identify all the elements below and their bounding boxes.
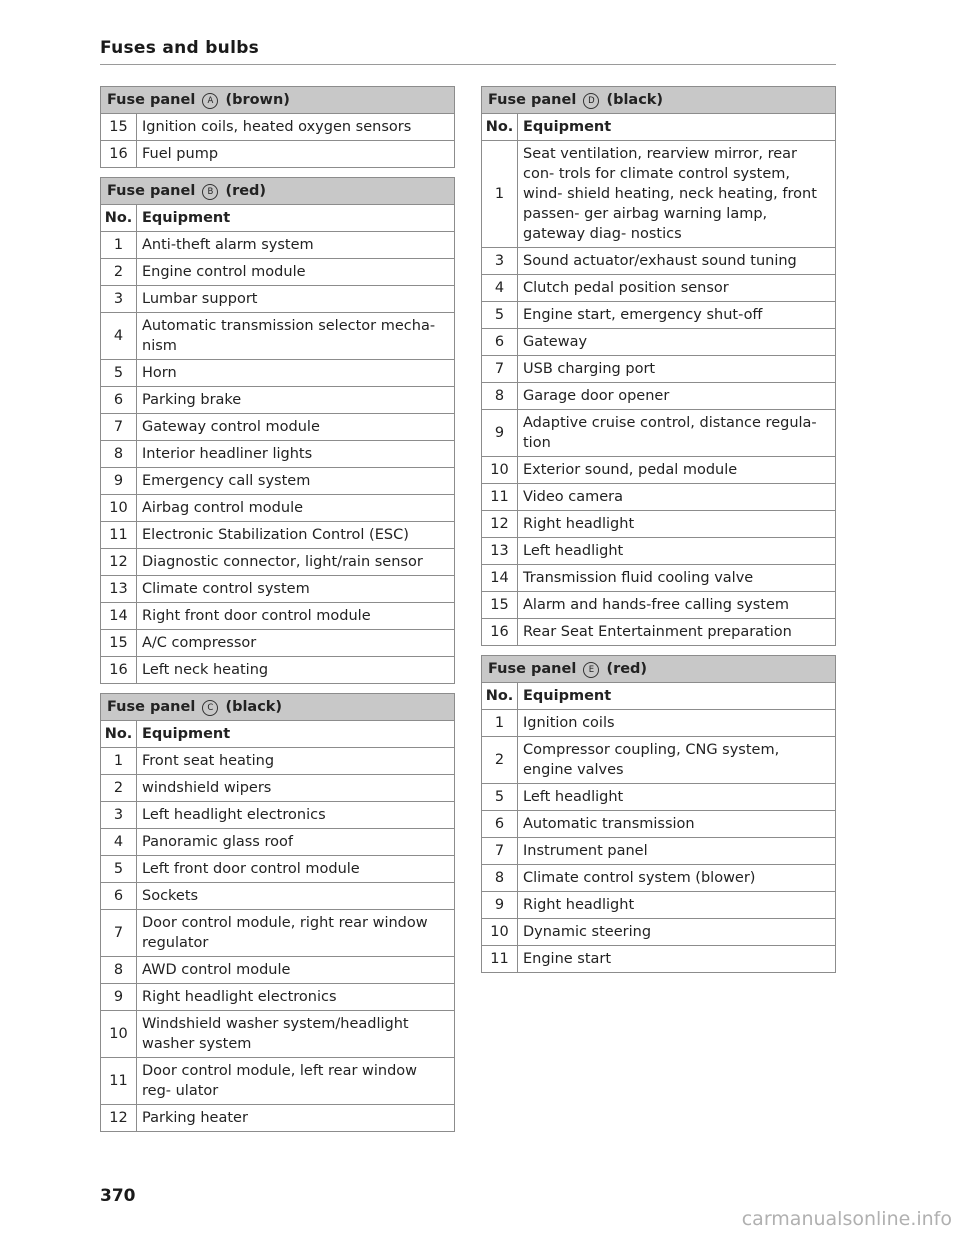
table-row bbox=[101, 957, 455, 984]
table-row bbox=[101, 829, 455, 856]
header-divider bbox=[100, 64, 836, 65]
fuse-number: 9 bbox=[101, 984, 137, 1011]
fuse-number: 4 bbox=[101, 313, 137, 360]
panel-title-row bbox=[482, 87, 836, 114]
table-row bbox=[101, 141, 455, 168]
fuse-number: 10 bbox=[101, 495, 137, 522]
fuse-number: 8 bbox=[101, 957, 137, 984]
table-row bbox=[482, 919, 836, 946]
table-row bbox=[101, 630, 455, 657]
table-row bbox=[101, 802, 455, 829]
fuse-number: 12 bbox=[482, 511, 518, 538]
fuse-equipment: Exterior sound, pedal module bbox=[518, 457, 836, 484]
panel-letter-badge: C bbox=[202, 700, 218, 716]
table-row bbox=[101, 360, 455, 387]
fuse-equipment: Sound actuator/exhaust sound tuning bbox=[518, 248, 836, 275]
table-row bbox=[482, 329, 836, 356]
fuse-equipment: Right headlight electronics bbox=[137, 984, 455, 1011]
fuse-number: 7 bbox=[482, 356, 518, 383]
panel-title bbox=[101, 178, 455, 205]
fuse-number: 6 bbox=[101, 883, 137, 910]
panel-title bbox=[101, 87, 455, 114]
fuse-table bbox=[100, 177, 455, 684]
panel-title-row bbox=[482, 656, 836, 683]
column-header-no: No. bbox=[101, 205, 137, 232]
table-row bbox=[101, 910, 455, 957]
fuse-number: 11 bbox=[101, 1058, 137, 1105]
panel-title-suffix: (black) bbox=[225, 699, 283, 715]
panel-title-prefix: Fuse panel bbox=[488, 92, 577, 108]
table-row bbox=[101, 657, 455, 684]
panel-title bbox=[482, 87, 836, 114]
fuse-number: 10 bbox=[101, 1011, 137, 1058]
fuse-number: 10 bbox=[482, 919, 518, 946]
table-row bbox=[482, 302, 836, 329]
table-row bbox=[482, 248, 836, 275]
fuse-table bbox=[481, 655, 836, 973]
fuse-equipment: Right headlight bbox=[518, 511, 836, 538]
table-row bbox=[482, 784, 836, 811]
fuse-number: 5 bbox=[482, 784, 518, 811]
fuse-equipment: Automatic transmission bbox=[518, 811, 836, 838]
fuse-equipment: Clutch pedal position sensor bbox=[518, 275, 836, 302]
fuse-number: 11 bbox=[482, 946, 518, 973]
table-row bbox=[482, 356, 836, 383]
table-row bbox=[101, 1011, 455, 1058]
column-header-equipment: Equipment bbox=[518, 114, 836, 141]
table-row bbox=[101, 984, 455, 1011]
table-row bbox=[101, 313, 455, 360]
table-row bbox=[482, 383, 836, 410]
section-title: Fuses and bulbs bbox=[100, 38, 260, 58]
fuse-equipment: Video camera bbox=[518, 484, 836, 511]
fuse-equipment: Climate control system (blower) bbox=[518, 865, 836, 892]
fuse-number: 9 bbox=[482, 410, 518, 457]
fuse-equipment: Left headlight bbox=[518, 538, 836, 565]
panel-title bbox=[482, 656, 836, 683]
fuse-number: 16 bbox=[482, 619, 518, 646]
fuse-equipment: Emergency call system bbox=[137, 468, 455, 495]
fuse-equipment: Lumbar support bbox=[137, 286, 455, 313]
left-column bbox=[100, 86, 455, 1141]
table-row bbox=[101, 522, 455, 549]
table-row bbox=[101, 856, 455, 883]
table-row bbox=[482, 811, 836, 838]
fuse-equipment: Left front door control module bbox=[137, 856, 455, 883]
panel-title-suffix: (red) bbox=[606, 661, 648, 677]
fuse-number: 14 bbox=[482, 565, 518, 592]
panel-title-suffix: (black) bbox=[606, 92, 664, 108]
column-header-no: No. bbox=[101, 721, 137, 748]
fuse-equipment: Alarm and hands-free calling system bbox=[518, 592, 836, 619]
fuse-number: 2 bbox=[101, 775, 137, 802]
panel-letter-badge: B bbox=[202, 184, 218, 200]
panel-title bbox=[101, 694, 455, 721]
panel-title-suffix: (brown) bbox=[225, 92, 290, 108]
fuse-panel-e bbox=[481, 655, 836, 973]
fuse-equipment: Door control module, right rear window regulator bbox=[137, 910, 455, 957]
fuse-equipment: Airbag control module bbox=[137, 495, 455, 522]
table-row bbox=[101, 883, 455, 910]
fuse-number: 5 bbox=[101, 856, 137, 883]
table-row bbox=[482, 710, 836, 737]
page-number: 370 bbox=[100, 1186, 136, 1206]
fuse-equipment: USB charging port bbox=[518, 356, 836, 383]
fuse-equipment: Left headlight electronics bbox=[137, 802, 455, 829]
table-row bbox=[482, 619, 836, 646]
fuse-equipment: Dynamic steering bbox=[518, 919, 836, 946]
fuse-number: 8 bbox=[482, 865, 518, 892]
panel-title-prefix: Fuse panel bbox=[107, 183, 196, 199]
fuse-number: 11 bbox=[482, 484, 518, 511]
table-row bbox=[101, 495, 455, 522]
table-row bbox=[482, 565, 836, 592]
fuse-equipment: Interior headliner lights bbox=[137, 441, 455, 468]
table-row bbox=[482, 538, 836, 565]
table-row bbox=[101, 441, 455, 468]
panel-letter-badge: E bbox=[583, 662, 599, 678]
table-row bbox=[482, 865, 836, 892]
fuse-equipment: Gateway bbox=[518, 329, 836, 356]
fuse-number: 7 bbox=[482, 838, 518, 865]
fuse-equipment: Climate control system bbox=[137, 576, 455, 603]
table-row bbox=[101, 414, 455, 441]
panel-letter-badge: D bbox=[583, 93, 599, 109]
fuse-equipment: Anti-theft alarm system bbox=[137, 232, 455, 259]
fuse-number: 9 bbox=[101, 468, 137, 495]
table-row bbox=[101, 468, 455, 495]
column-header-equipment: Equipment bbox=[137, 721, 455, 748]
table-row bbox=[482, 410, 836, 457]
fuse-number: 3 bbox=[482, 248, 518, 275]
fuse-equipment: Horn bbox=[137, 360, 455, 387]
fuse-equipment: Fuel pump bbox=[137, 141, 455, 168]
fuse-equipment: Gateway control module bbox=[137, 414, 455, 441]
panel-title-prefix: Fuse panel bbox=[107, 699, 196, 715]
panel-title-row bbox=[101, 87, 455, 114]
column-header-no: No. bbox=[482, 114, 518, 141]
table-row bbox=[482, 511, 836, 538]
fuse-number: 15 bbox=[101, 630, 137, 657]
fuse-table bbox=[100, 693, 455, 1132]
table-row bbox=[101, 114, 455, 141]
fuse-equipment: Rear Seat Entertainment preparation bbox=[518, 619, 836, 646]
fuse-number: 9 bbox=[482, 892, 518, 919]
fuse-number: 7 bbox=[101, 414, 137, 441]
table-row bbox=[482, 892, 836, 919]
fuse-number: 13 bbox=[482, 538, 518, 565]
table-row bbox=[101, 603, 455, 630]
fuse-table bbox=[481, 86, 836, 646]
fuse-equipment: Parking heater bbox=[137, 1105, 455, 1132]
panel-title-row bbox=[101, 178, 455, 205]
fuse-equipment: Windshield washer system/headlight washer system bbox=[137, 1011, 455, 1058]
fuse-number: 5 bbox=[101, 360, 137, 387]
fuse-equipment: Door control module, left rear window reg- ulator bbox=[137, 1058, 455, 1105]
fuse-equipment: Compressor coupling, CNG system, engine valves bbox=[518, 737, 836, 784]
fuse-equipment: windshield wipers bbox=[137, 775, 455, 802]
fuse-equipment: Garage door opener bbox=[518, 383, 836, 410]
fuse-equipment: Left neck heating bbox=[137, 657, 455, 684]
watermark: carmanualsonline.info bbox=[741, 1208, 952, 1230]
fuse-number: 1 bbox=[101, 748, 137, 775]
panel-title-suffix: (red) bbox=[225, 183, 267, 199]
fuse-number: 6 bbox=[101, 387, 137, 414]
fuse-equipment: Parking brake bbox=[137, 387, 455, 414]
table-row bbox=[101, 576, 455, 603]
table-row bbox=[482, 946, 836, 973]
fuse-number: 16 bbox=[101, 657, 137, 684]
fuse-table bbox=[100, 86, 455, 168]
column-header-equipment: Equipment bbox=[137, 205, 455, 232]
fuse-number: 4 bbox=[101, 829, 137, 856]
table-row bbox=[101, 1058, 455, 1105]
table-header-row bbox=[482, 683, 836, 710]
fuse-number: 16 bbox=[101, 141, 137, 168]
table-row bbox=[482, 737, 836, 784]
fuse-equipment: Electronic Stabilization Control (ESC) bbox=[137, 522, 455, 549]
table-header-row bbox=[482, 114, 836, 141]
fuse-equipment: Diagnostic connector, light/rain sensor bbox=[137, 549, 455, 576]
table-row bbox=[482, 484, 836, 511]
fuse-equipment: Right headlight bbox=[518, 892, 836, 919]
fuse-number: 1 bbox=[482, 141, 518, 248]
fuse-number: 8 bbox=[101, 441, 137, 468]
fuse-number: 6 bbox=[482, 329, 518, 356]
fuse-equipment: Sockets bbox=[137, 883, 455, 910]
table-row bbox=[101, 748, 455, 775]
fuse-number: 6 bbox=[482, 811, 518, 838]
fuse-equipment: AWD control module bbox=[137, 957, 455, 984]
fuse-panel-b bbox=[100, 177, 455, 684]
fuse-equipment: A/C compressor bbox=[137, 630, 455, 657]
column-header-no: No. bbox=[482, 683, 518, 710]
panel-letter-badge: A bbox=[202, 93, 218, 109]
fuse-number: 15 bbox=[101, 114, 137, 141]
panel-title-row bbox=[101, 694, 455, 721]
fuse-number: 12 bbox=[101, 1105, 137, 1132]
fuse-number: 2 bbox=[101, 259, 137, 286]
fuse-equipment: Ignition coils bbox=[518, 710, 836, 737]
fuse-number: 15 bbox=[482, 592, 518, 619]
table-row bbox=[482, 592, 836, 619]
panel-title-prefix: Fuse panel bbox=[488, 661, 577, 677]
table-row bbox=[482, 457, 836, 484]
fuse-number: 2 bbox=[482, 737, 518, 784]
table-row bbox=[482, 838, 836, 865]
table-row bbox=[482, 141, 836, 248]
table-header-row bbox=[101, 205, 455, 232]
table-row bbox=[101, 775, 455, 802]
fuse-number: 4 bbox=[482, 275, 518, 302]
fuse-equipment: Seat ventilation, rearview mirror, rear con- trols for climate control system, wind- shield heating, neck heating, front passen- ger airbag warning lamp, gateway diag- nostics bbox=[518, 141, 836, 248]
table-row bbox=[482, 275, 836, 302]
table-row bbox=[101, 286, 455, 313]
fuse-number: 11 bbox=[101, 522, 137, 549]
fuse-equipment: Right front door control module bbox=[137, 603, 455, 630]
panel-title-prefix: Fuse panel bbox=[107, 92, 196, 108]
table-row bbox=[101, 1105, 455, 1132]
right-column bbox=[481, 86, 836, 982]
fuse-number: 10 bbox=[482, 457, 518, 484]
table-row bbox=[101, 259, 455, 286]
fuse-equipment: Engine start bbox=[518, 946, 836, 973]
fuse-panel-c bbox=[100, 693, 455, 1132]
fuse-number: 1 bbox=[482, 710, 518, 737]
fuse-number: 8 bbox=[482, 383, 518, 410]
fuse-equipment: Front seat heating bbox=[137, 748, 455, 775]
table-row bbox=[101, 549, 455, 576]
fuse-equipment: Transmission fluid cooling valve bbox=[518, 565, 836, 592]
fuse-equipment: Engine control module bbox=[137, 259, 455, 286]
fuse-equipment: Ignition coils, heated oxygen sensors bbox=[137, 114, 455, 141]
fuse-number: 14 bbox=[101, 603, 137, 630]
fuse-number: 1 bbox=[101, 232, 137, 259]
fuse-panel-a bbox=[100, 86, 455, 168]
fuse-equipment: Automatic transmission selector mecha- nism bbox=[137, 313, 455, 360]
column-header-equipment: Equipment bbox=[518, 683, 836, 710]
fuse-panel-d bbox=[481, 86, 836, 646]
table-header-row bbox=[101, 721, 455, 748]
fuse-number: 3 bbox=[101, 286, 137, 313]
fuse-equipment: Left headlight bbox=[518, 784, 836, 811]
fuse-number: 3 bbox=[101, 802, 137, 829]
fuse-number: 5 bbox=[482, 302, 518, 329]
fuse-equipment: Instrument panel bbox=[518, 838, 836, 865]
fuse-number: 12 bbox=[101, 549, 137, 576]
fuse-equipment: Adaptive cruise control, distance regula- tion bbox=[518, 410, 836, 457]
table-row bbox=[101, 232, 455, 259]
fuse-equipment: Engine start, emergency shut-off bbox=[518, 302, 836, 329]
fuse-equipment: Panoramic glass roof bbox=[137, 829, 455, 856]
fuse-number: 7 bbox=[101, 910, 137, 957]
fuse-number: 13 bbox=[101, 576, 137, 603]
table-row bbox=[101, 387, 455, 414]
